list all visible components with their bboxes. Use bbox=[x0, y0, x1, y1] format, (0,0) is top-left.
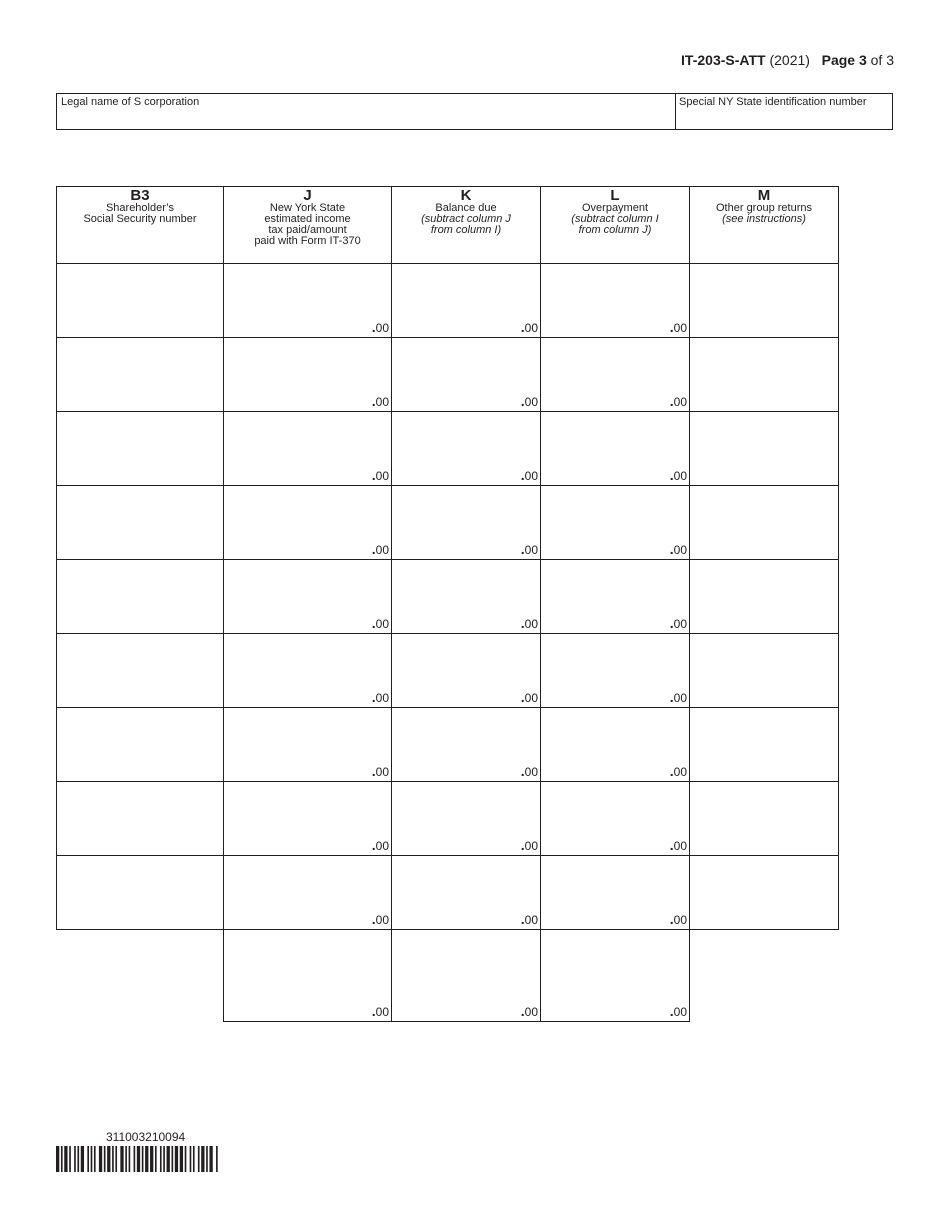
cents-zero: 00 bbox=[375, 617, 389, 631]
cents-marker bbox=[372, 393, 391, 411]
estimated-tax-cell[interactable] bbox=[224, 708, 392, 782]
barcode-bar bbox=[155, 1146, 157, 1172]
table-row bbox=[57, 634, 839, 708]
form-header bbox=[681, 52, 894, 68]
cents-zero: 00 bbox=[673, 1005, 687, 1019]
column-instruction: from column J) bbox=[578, 224, 652, 236]
estimated-tax-cell[interactable] bbox=[224, 782, 392, 856]
barcode-bar bbox=[69, 1146, 71, 1172]
cents-zero: 00 bbox=[524, 913, 538, 927]
estimated-tax-cell[interactable] bbox=[224, 338, 392, 412]
column-description: paid with Form IT-370 bbox=[254, 235, 361, 247]
barcode-bar bbox=[160, 1146, 162, 1172]
ssn-cell[interactable] bbox=[57, 856, 224, 930]
balance-due-cell[interactable] bbox=[392, 412, 541, 486]
barcode-bar bbox=[81, 1146, 84, 1172]
barcode-bar bbox=[99, 1146, 102, 1172]
cents-marker bbox=[670, 541, 689, 559]
column-instruction: (subtract column I bbox=[571, 213, 659, 225]
barcode-bar bbox=[167, 1146, 170, 1172]
form-id: IT-203-S-ATT bbox=[681, 52, 766, 68]
ssn-cell[interactable] bbox=[57, 264, 224, 338]
other-group-returns-cell[interactable] bbox=[690, 634, 839, 708]
ssn-cell[interactable] bbox=[57, 782, 224, 856]
column-letter: K bbox=[460, 187, 472, 204]
cents-zero: 00 bbox=[673, 321, 687, 335]
ssn-cell[interactable] bbox=[57, 708, 224, 782]
decimal-point: . bbox=[371, 615, 376, 631]
decimal-point: . bbox=[520, 467, 525, 483]
balance-due-cell[interactable] bbox=[392, 634, 541, 708]
barcode-bar bbox=[64, 1146, 67, 1172]
table-row bbox=[57, 856, 839, 930]
page-label: Page 3 bbox=[821, 52, 867, 68]
column-instruction: (subtract column J bbox=[421, 213, 511, 225]
balance-due-cell[interactable] bbox=[392, 856, 541, 930]
cents-marker bbox=[521, 911, 540, 929]
cents-zero: 00 bbox=[375, 321, 389, 335]
cents-marker bbox=[670, 911, 689, 929]
barcode-bar bbox=[145, 1146, 148, 1172]
decimal-point: . bbox=[520, 393, 525, 409]
column-description: Other group returns bbox=[716, 202, 812, 214]
cents-marker bbox=[521, 837, 540, 855]
column-header-b3 bbox=[57, 187, 224, 264]
barcode-bar bbox=[150, 1146, 153, 1172]
barcode-bar bbox=[125, 1146, 127, 1172]
barcode-bar bbox=[134, 1146, 136, 1172]
cents-marker bbox=[521, 1003, 540, 1021]
decimal-point: . bbox=[520, 541, 525, 557]
estimated-tax-cell[interactable] bbox=[224, 486, 392, 560]
decimal-point: . bbox=[520, 319, 525, 335]
cents-marker bbox=[521, 689, 540, 707]
cents-zero: 00 bbox=[673, 469, 687, 483]
balance-due-cell[interactable] bbox=[392, 560, 541, 634]
barcode-bar bbox=[91, 1146, 93, 1172]
other-group-returns-cell[interactable] bbox=[690, 486, 839, 560]
barcode-bar bbox=[74, 1146, 76, 1172]
cents-zero: 00 bbox=[524, 765, 538, 779]
cents-marker bbox=[372, 467, 391, 485]
total-overpayment-cell[interactable] bbox=[541, 930, 690, 1022]
table-row bbox=[57, 412, 839, 486]
column-description: tax paid/amount bbox=[268, 224, 347, 236]
table-row bbox=[57, 782, 839, 856]
barcode-bar bbox=[172, 1146, 174, 1172]
cents-marker bbox=[372, 1003, 391, 1021]
balance-due-cell[interactable] bbox=[392, 708, 541, 782]
table-row bbox=[57, 708, 839, 782]
column-header-k bbox=[392, 187, 541, 264]
identification-box bbox=[56, 93, 893, 130]
cents-marker bbox=[372, 837, 391, 855]
barcode-bar bbox=[142, 1146, 144, 1172]
cents-marker bbox=[670, 393, 689, 411]
cents-marker bbox=[670, 1003, 689, 1021]
column-letter: J bbox=[303, 187, 312, 204]
ny-id-number-label: Special NY State identification number bbox=[679, 96, 867, 108]
barcode-bar bbox=[175, 1146, 178, 1172]
barcode-bar bbox=[56, 1146, 59, 1172]
column-description: Balance due bbox=[435, 202, 497, 214]
barcode-bar bbox=[107, 1146, 110, 1172]
cents-zero: 00 bbox=[524, 1005, 538, 1019]
barcode-bar bbox=[87, 1146, 89, 1172]
cents-marker bbox=[670, 689, 689, 707]
barcode-bar bbox=[120, 1146, 123, 1172]
overpayment-cell[interactable] bbox=[541, 782, 690, 856]
barcode-bar bbox=[206, 1146, 208, 1172]
other-group-returns-cell[interactable] bbox=[690, 338, 839, 412]
decimal-point: . bbox=[520, 615, 525, 631]
decimal-point: . bbox=[669, 911, 674, 927]
cents-marker bbox=[521, 319, 540, 337]
estimated-tax-cell[interactable] bbox=[224, 412, 392, 486]
cents-zero: 00 bbox=[524, 617, 538, 631]
column-header-l bbox=[541, 187, 690, 264]
cents-zero: 00 bbox=[673, 617, 687, 631]
cents-marker bbox=[521, 467, 540, 485]
balance-due-cell[interactable] bbox=[392, 338, 541, 412]
estimated-tax-cell[interactable] bbox=[224, 560, 392, 634]
cents-marker bbox=[521, 763, 540, 781]
cents-marker bbox=[372, 689, 391, 707]
other-group-returns-cell[interactable] bbox=[690, 560, 839, 634]
barcode-number: 311003210094 bbox=[106, 1130, 186, 1144]
column-description: New York State bbox=[269, 202, 346, 214]
decimal-point: . bbox=[371, 1003, 376, 1019]
barcode-bar bbox=[209, 1146, 212, 1172]
decimal-point: . bbox=[669, 319, 674, 335]
cents-marker bbox=[670, 837, 689, 855]
overpayment-cell[interactable] bbox=[541, 486, 690, 560]
page-of: of 3 bbox=[870, 52, 894, 68]
balance-due-cell[interactable] bbox=[392, 486, 541, 560]
overpayment-cell[interactable] bbox=[541, 560, 690, 634]
cents-marker bbox=[372, 911, 391, 929]
barcode-bar bbox=[115, 1146, 117, 1172]
barcode-bar bbox=[112, 1146, 114, 1172]
total-balance-due-cell[interactable] bbox=[392, 930, 541, 1022]
other-group-returns-cell[interactable] bbox=[690, 264, 839, 338]
cents-marker bbox=[670, 615, 689, 633]
table-row bbox=[57, 338, 839, 412]
decimal-point: . bbox=[520, 911, 525, 927]
ssn-cell[interactable] bbox=[57, 338, 224, 412]
empty-cell bbox=[57, 930, 224, 1022]
cents-zero: 00 bbox=[375, 543, 389, 557]
cents-zero: 00 bbox=[524, 839, 538, 853]
decimal-point: . bbox=[520, 763, 525, 779]
barcode-bar bbox=[137, 1146, 140, 1172]
decimal-point: . bbox=[520, 1003, 525, 1019]
empty-cell bbox=[690, 930, 839, 1022]
cents-marker bbox=[521, 615, 540, 633]
barcode-bar bbox=[104, 1146, 106, 1172]
other-group-returns-cell[interactable] bbox=[690, 782, 839, 856]
cents-marker bbox=[372, 319, 391, 337]
cents-zero: 00 bbox=[673, 395, 687, 409]
barcode-bar bbox=[129, 1146, 131, 1172]
overpayment-cell[interactable] bbox=[541, 634, 690, 708]
ssn-cell[interactable] bbox=[57, 560, 224, 634]
column-letter: M bbox=[757, 187, 771, 204]
legal-name-field[interactable] bbox=[57, 94, 676, 129]
cents-zero: 00 bbox=[375, 1005, 389, 1019]
column-description: Shareholder’s bbox=[105, 202, 175, 214]
column-description: Overpayment bbox=[581, 202, 649, 214]
decimal-point: . bbox=[371, 319, 376, 335]
legal-name-label: Legal name of S corporation bbox=[61, 96, 200, 108]
barcode-bar bbox=[190, 1146, 192, 1172]
barcode-bar bbox=[77, 1146, 79, 1172]
other-group-returns-cell[interactable] bbox=[690, 412, 839, 486]
cents-zero: 00 bbox=[375, 691, 389, 705]
cents-zero: 00 bbox=[375, 913, 389, 927]
estimated-tax-cell[interactable] bbox=[224, 264, 392, 338]
column-header-row bbox=[57, 187, 839, 264]
barcode-bar bbox=[185, 1146, 187, 1172]
shareholder-table bbox=[56, 186, 839, 1022]
form-year: (2021) bbox=[769, 52, 810, 68]
cents-zero: 00 bbox=[375, 469, 389, 483]
cents-zero: 00 bbox=[524, 395, 538, 409]
decimal-point: . bbox=[669, 393, 674, 409]
column-instruction: (see instructions) bbox=[722, 213, 806, 225]
cents-marker bbox=[670, 467, 689, 485]
decimal-point: . bbox=[371, 541, 376, 557]
cents-marker bbox=[521, 541, 540, 559]
cents-marker bbox=[670, 319, 689, 337]
cents-zero: 00 bbox=[673, 765, 687, 779]
cents-marker bbox=[521, 393, 540, 411]
decimal-point: . bbox=[669, 1003, 674, 1019]
column-description: estimated income bbox=[264, 213, 351, 225]
cents-zero: 00 bbox=[673, 913, 687, 927]
estimated-tax-cell[interactable] bbox=[224, 856, 392, 930]
overpayment-cell[interactable] bbox=[541, 856, 690, 930]
cents-zero: 00 bbox=[673, 691, 687, 705]
cents-marker bbox=[372, 541, 391, 559]
ssn-cell[interactable] bbox=[57, 486, 224, 560]
decimal-point: . bbox=[669, 763, 674, 779]
cents-marker bbox=[372, 763, 391, 781]
barcode-bar bbox=[216, 1146, 218, 1172]
totals-row bbox=[57, 930, 839, 1022]
barcode-bar bbox=[163, 1146, 165, 1172]
column-letter: B3 bbox=[130, 187, 150, 204]
table-row bbox=[57, 486, 839, 560]
cents-zero: 00 bbox=[375, 839, 389, 853]
estimated-tax-cell[interactable] bbox=[224, 634, 392, 708]
ssn-cell[interactable] bbox=[57, 412, 224, 486]
decimal-point: . bbox=[371, 467, 376, 483]
cents-zero: 00 bbox=[524, 469, 538, 483]
decimal-point: . bbox=[371, 689, 376, 705]
overpayment-cell[interactable] bbox=[541, 338, 690, 412]
column-header-m bbox=[690, 187, 839, 264]
decimal-point: . bbox=[520, 689, 525, 705]
balance-due-cell[interactable] bbox=[392, 264, 541, 338]
barcode-bar bbox=[94, 1146, 96, 1172]
cents-marker bbox=[372, 615, 391, 633]
cents-zero: 00 bbox=[524, 543, 538, 557]
decimal-point: . bbox=[371, 763, 376, 779]
other-group-returns-cell[interactable] bbox=[690, 708, 839, 782]
column-header-j bbox=[224, 187, 392, 264]
table-row bbox=[57, 264, 839, 338]
decimal-point: . bbox=[669, 467, 674, 483]
column-instruction: from column I) bbox=[430, 224, 502, 236]
overpayment-cell[interactable] bbox=[541, 264, 690, 338]
balance-due-cell[interactable] bbox=[392, 782, 541, 856]
total-estimated-tax-cell[interactable] bbox=[224, 930, 392, 1022]
table-row bbox=[57, 560, 839, 634]
barcode-bar bbox=[198, 1146, 200, 1172]
cents-zero: 00 bbox=[673, 839, 687, 853]
ssn-cell[interactable] bbox=[57, 634, 224, 708]
decimal-point: . bbox=[669, 837, 674, 853]
cents-zero: 00 bbox=[524, 691, 538, 705]
cents-marker bbox=[670, 763, 689, 781]
cents-zero: 00 bbox=[375, 395, 389, 409]
decimal-point: . bbox=[520, 837, 525, 853]
barcode-bar bbox=[193, 1146, 195, 1172]
decimal-point: . bbox=[371, 911, 376, 927]
ny-id-number-field[interactable] bbox=[676, 94, 892, 129]
decimal-point: . bbox=[669, 689, 674, 705]
other-group-returns-cell[interactable] bbox=[690, 856, 839, 930]
cents-zero: 00 bbox=[524, 321, 538, 335]
decimal-point: . bbox=[371, 837, 376, 853]
decimal-point: . bbox=[371, 393, 376, 409]
decimal-point: . bbox=[669, 615, 674, 631]
cents-zero: 00 bbox=[375, 765, 389, 779]
overpayment-cell[interactable] bbox=[541, 412, 690, 486]
decimal-point: . bbox=[669, 541, 674, 557]
barcode-bar bbox=[61, 1146, 63, 1172]
overpayment-cell[interactable] bbox=[541, 708, 690, 782]
column-letter: L bbox=[610, 187, 620, 204]
barcode-bar bbox=[201, 1146, 204, 1172]
column-description: Social Security number bbox=[83, 213, 197, 225]
cents-zero: 00 bbox=[673, 543, 687, 557]
barcode-icon bbox=[56, 1146, 239, 1172]
barcode-bar bbox=[180, 1146, 183, 1172]
